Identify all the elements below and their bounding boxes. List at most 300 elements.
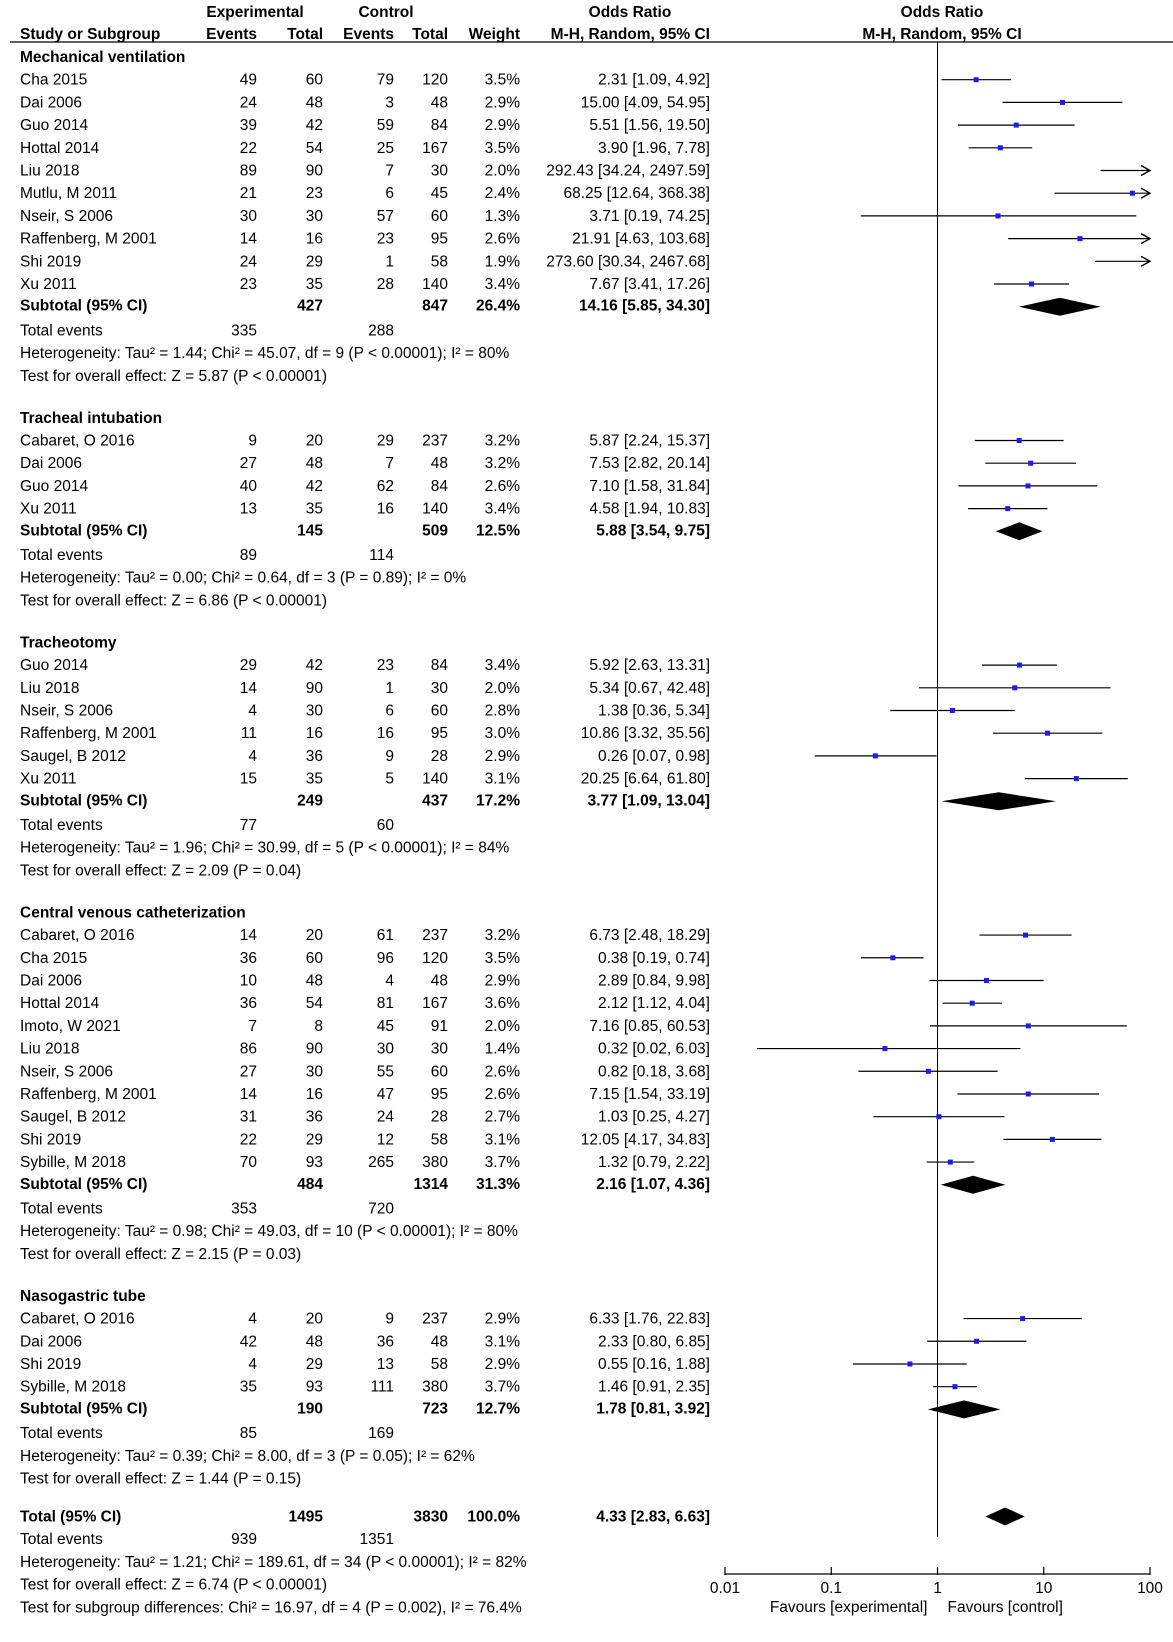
study-0-5-c-total: 45	[430, 185, 448, 203]
subtotal-0-weight: 26.4%	[476, 297, 520, 315]
study-3-5-ci-text: 0.32 [0.02, 6.03]	[597, 1040, 710, 1058]
study-0-0-c-events: 79	[376, 71, 394, 89]
study-3-3-point	[970, 1001, 975, 1006]
study-0-9-point	[1029, 282, 1034, 287]
study-3-7-point	[1026, 1091, 1031, 1096]
study-3-8-c-total: 28	[430, 1108, 448, 1126]
study-3-7-name: Raffenberg, M 2001	[20, 1085, 157, 1103]
study-0-7-c-total: 95	[430, 230, 448, 248]
study-0-5-e-events: 21	[239, 185, 257, 203]
study-2-1-c-total: 30	[430, 679, 448, 697]
study-4-2-point	[907, 1361, 912, 1366]
study-0-4-name: Liu 2018	[20, 162, 80, 180]
study-2-4-e-events: 4	[248, 747, 257, 765]
study-1-2-point	[1025, 483, 1030, 488]
study-2-2-e-events: 4	[248, 702, 257, 720]
study-4-2-c-events: 13	[376, 1355, 394, 1373]
study-3-4-c-events: 45	[376, 1017, 394, 1035]
subtotal-3-ci-text: 2.16 [1.07, 4.36]	[596, 1175, 710, 1193]
study-3-7-c-total: 95	[430, 1085, 448, 1103]
study-3-6-name: Nseir, S 2006	[20, 1063, 114, 1081]
study-3-9-e-total: 29	[305, 1131, 323, 1149]
header-method-plot: M-H, Random, 95% CI	[862, 26, 1022, 43]
header-c-events: Events	[343, 26, 394, 43]
study-0-6-name: Nseir, S 2006	[20, 207, 114, 225]
study-0-5-e-total: 23	[305, 185, 323, 203]
study-4-3-c-events: 111	[370, 1378, 394, 1396]
study-2-1-e-events: 14	[239, 679, 257, 697]
subtotal-3-c-total: 1314	[413, 1175, 448, 1193]
study-0-8-weight: 1.9%	[484, 253, 520, 271]
study-3-9-ci-text: 12.05 [4.17, 34.83]	[580, 1131, 710, 1149]
study-3-5-point	[882, 1046, 887, 1051]
study-2-1-point	[1012, 685, 1017, 690]
study-4-2-e-total: 29	[305, 1355, 323, 1373]
grand-total-events-e: 939	[231, 1531, 257, 1549]
study-3-2-weight: 2.9%	[484, 972, 520, 990]
study-1-1-c-total: 48	[430, 455, 448, 473]
study-4-3-e-events: 35	[239, 1378, 257, 1396]
study-1-0-name: Cabaret, O 2016	[20, 432, 135, 450]
study-2-4-c-events: 9	[385, 747, 394, 765]
study-4-3-c-total: 380	[422, 1378, 448, 1396]
study-2-2-point	[950, 708, 955, 713]
study-0-0-e-total: 60	[305, 71, 323, 89]
study-0-8-ci-text: 273.60 [30.34, 2467.68]	[546, 253, 710, 271]
total-events-1-c: 114	[369, 546, 394, 564]
study-4-3-ci-text: 1.46 [0.91, 2.35]	[597, 1378, 710, 1396]
study-1-2-ci-text: 7.10 [1.58, 31.84]	[589, 477, 710, 495]
study-3-5-e-total: 90	[305, 1040, 323, 1058]
study-2-0-c-total: 84	[430, 657, 448, 675]
study-0-6-point	[995, 213, 1000, 218]
study-0-4-ci-text: 292.43 [34.24, 2497.59]	[546, 162, 710, 180]
study-0-1-name: Dai 2006	[20, 94, 83, 112]
study-4-1-name: Dai 2006	[20, 1333, 83, 1351]
study-0-7-e-events: 14	[239, 230, 257, 248]
study-3-4-weight: 2.0%	[484, 1017, 520, 1035]
study-0-2-c-total: 84	[430, 117, 448, 135]
study-1-2-e-total: 42	[305, 477, 323, 495]
study-3-3-e-total: 54	[305, 995, 323, 1013]
study-3-2-c-events: 4	[385, 972, 394, 990]
study-0-5-name: Mutlu, M 2011	[20, 185, 118, 203]
total-ci-text: 4.33 [2.83, 6.63]	[596, 1508, 710, 1526]
study-0-3-name: Hottal 2014	[20, 139, 100, 157]
study-2-4-name: Saugel, B 2012	[20, 747, 127, 765]
study-3-5-c-total: 30	[430, 1040, 448, 1058]
study-3-6-ci-text: 0.82 [0.18, 3.68]	[597, 1063, 710, 1081]
study-0-1-ci-text: 15.00 [4.09, 54.95]	[580, 94, 710, 112]
study-3-7-c-events: 47	[376, 1085, 394, 1103]
total-events-0-c: 288	[368, 322, 394, 340]
study-0-6-e-total: 30	[305, 207, 323, 225]
total-events-0-label: Total events	[20, 322, 103, 340]
study-1-0-point	[1017, 438, 1022, 443]
study-3-8-c-events: 24	[376, 1108, 394, 1126]
study-2-0-ci-text: 5.92 [2.63, 13.31]	[589, 657, 710, 675]
study-3-3-name: Hottal 2014	[20, 995, 100, 1013]
study-3-8-ci-text: 1.03 [0.25, 4.27]	[597, 1108, 710, 1126]
subtotal-4-c-total: 723	[422, 1400, 448, 1418]
header-c-total: Total	[412, 26, 448, 43]
grand-total-events-label: Total events	[20, 1531, 103, 1549]
total-diamond	[986, 1507, 1025, 1525]
study-3-10-ci-text: 1.32 [0.79, 2.22]	[597, 1154, 710, 1172]
study-0-0-point	[974, 77, 979, 82]
study-4-2-name: Shi 2019	[20, 1355, 82, 1373]
study-3-5-e-events: 86	[239, 1040, 257, 1058]
study-3-1-e-total: 60	[305, 949, 323, 967]
study-0-2-weight: 2.9%	[484, 117, 520, 135]
study-3-8-name: Saugel, B 2012	[20, 1108, 127, 1126]
study-0-0-ci-text: 2.31 [1.09, 4.92]	[597, 71, 710, 89]
study-1-0-e-total: 20	[305, 432, 323, 450]
study-3-4-point	[1026, 1023, 1031, 1028]
study-1-0-c-events: 29	[376, 432, 394, 450]
study-0-9-c-total: 140	[422, 276, 448, 293]
heterogeneity-0: Heterogeneity: Tau² = 1.44; Chi² = 45.07, df = 9 (P < 0.00001); I² = 80%	[20, 345, 510, 363]
total-e-total: 1495	[288, 1508, 323, 1526]
total-events-3-c: 720	[368, 1200, 394, 1218]
subtotal-3-e-total: 484	[297, 1175, 323, 1193]
study-3-9-weight: 3.1%	[484, 1131, 520, 1149]
total-events-4-label: Total events	[20, 1425, 103, 1443]
study-3-10-name: Sybille, M 2018	[20, 1154, 126, 1172]
study-2-3-name: Raffenberg, M 2001	[20, 725, 157, 743]
study-3-4-e-events: 7	[248, 1017, 257, 1035]
study-1-1-e-events: 27	[239, 455, 257, 473]
study-0-8-c-events: 1	[385, 253, 394, 271]
favours-control: Favours [control]	[947, 1599, 1063, 1616]
study-2-5-ci-text: 20.25 [6.64, 61.80]	[580, 770, 710, 788]
subtotal-1-c-total: 509	[422, 522, 448, 540]
study-3-5-name: Liu 2018	[20, 1040, 80, 1058]
header-weight: Weight	[468, 26, 520, 43]
study-1-1-weight: 3.2%	[484, 455, 520, 473]
study-3-0-weight: 3.2%	[484, 927, 520, 945]
header-study: Study or Subgroup	[20, 26, 161, 43]
study-2-5-c-events: 5	[385, 770, 394, 788]
subtotal-4-ci-text: 1.78 [0.81, 3.92]	[596, 1400, 710, 1418]
study-3-2-ci-text: 2.89 [0.84, 9.98]	[597, 972, 710, 990]
study-2-1-c-events: 1	[385, 679, 394, 697]
study-2-1-e-total: 90	[305, 679, 323, 697]
study-1-2-name: Guo 2014	[20, 477, 89, 495]
study-2-2-c-total: 60	[430, 702, 448, 720]
study-1-3-ci-text: 4.58 [1.94, 10.83]	[589, 500, 710, 518]
study-2-0-e-total: 42	[305, 657, 323, 675]
header-odds-ratio: Odds Ratio	[588, 4, 672, 21]
study-4-0-ci-text: 6.33 [1.76, 22.83]	[589, 1310, 710, 1328]
subtotal-3-label: Subtotal (95% CI)	[20, 1175, 148, 1193]
study-3-0-e-events: 14	[239, 927, 257, 945]
overall-effect-1: Test for overall effect: Z = 6.86 (P < 0.00001)	[20, 592, 328, 610]
study-2-4-weight: 2.9%	[484, 747, 520, 765]
study-4-0-e-total: 20	[305, 1310, 323, 1328]
study-3-4-c-total: 91	[430, 1017, 448, 1035]
study-3-3-c-total: 167	[422, 995, 448, 1013]
study-3-4-name: Imoto, W 2021	[20, 1017, 121, 1035]
study-0-8-e-total: 29	[305, 253, 323, 271]
study-0-1-e-total: 48	[305, 94, 323, 112]
study-0-7-weight: 2.6%	[484, 230, 520, 248]
total-events-1-label: Total events	[20, 546, 103, 564]
study-2-0-weight: 3.4%	[484, 657, 520, 675]
study-0-6-weight: 1.3%	[484, 207, 520, 225]
study-1-0-weight: 3.2%	[484, 432, 520, 450]
study-2-5-weight: 3.1%	[484, 770, 520, 788]
study-0-8-name: Shi 2019	[20, 253, 82, 271]
study-0-3-e-events: 22	[239, 139, 257, 157]
subtotal-3-diamond	[941, 1176, 1006, 1194]
subgroup-1-title: Tracheal intubation	[20, 409, 163, 427]
subtotal-4-weight: 12.7%	[476, 1400, 520, 1418]
study-3-10-point	[948, 1160, 953, 1165]
study-4-2-c-total: 58	[430, 1355, 448, 1373]
total-events-0-e: 335	[231, 322, 257, 340]
study-2-5-e-total: 35	[305, 770, 323, 788]
study-3-4-e-total: 8	[314, 1017, 323, 1035]
total-c-total: 3830	[413, 1508, 448, 1526]
study-0-1-e-events: 24	[239, 94, 257, 112]
overall-effect-2: Test for overall effect: Z = 2.09 (P = 0.04)	[20, 862, 302, 880]
study-4-3-e-total: 93	[305, 1378, 323, 1396]
total-events-3-e: 353	[231, 1200, 257, 1218]
header-method: M-H, Random, 95% CI	[550, 26, 710, 43]
study-4-0-c-events: 9	[385, 1310, 394, 1328]
header-experimental: Experimental	[206, 4, 304, 21]
study-2-0-point	[1017, 663, 1022, 668]
study-0-2-name: Guo 2014	[20, 117, 89, 135]
x-tick-label-4: 100	[1137, 1580, 1163, 1597]
subgroup-4-title: Nasogastric tube	[20, 1287, 146, 1305]
study-1-0-c-total: 237	[422, 432, 448, 450]
study-1-0-e-events: 9	[248, 432, 257, 450]
study-0-4-e-events: 89	[239, 162, 257, 180]
favours-experimental: Favours [experimental]	[769, 1599, 928, 1616]
study-3-8-point	[936, 1114, 941, 1119]
study-0-9-ci-text: 7.67 [3.41, 17.26]	[589, 276, 710, 293]
study-0-1-c-events: 3	[385, 94, 394, 112]
total-events-3-label: Total events	[20, 1200, 103, 1218]
subtotal-0-diamond	[1019, 298, 1101, 316]
study-3-7-e-total: 16	[305, 1085, 323, 1103]
x-tick-label-2: 1	[933, 1580, 942, 1597]
study-3-10-e-events: 70	[239, 1154, 257, 1172]
study-4-1-e-events: 42	[239, 1333, 257, 1351]
x-tick-label-3: 10	[1035, 1580, 1053, 1597]
study-2-0-c-events: 23	[376, 657, 394, 675]
study-0-0-e-events: 49	[239, 71, 257, 89]
study-3-1-point	[890, 955, 895, 960]
study-0-7-ci-text: 21.91 [4.63, 103.68]	[572, 230, 710, 248]
study-3-7-weight: 2.6%	[484, 1085, 520, 1103]
study-1-3-point	[1005, 506, 1010, 511]
study-1-3-e-total: 35	[305, 500, 323, 518]
study-4-3-weight: 3.7%	[484, 1378, 520, 1396]
study-3-0-c-total: 237	[422, 927, 448, 945]
study-3-5-weight: 1.4%	[484, 1040, 520, 1058]
study-2-1-name: Liu 2018	[20, 679, 80, 697]
study-3-5-c-events: 30	[376, 1040, 394, 1058]
total-events-4-e: 85	[239, 1425, 257, 1443]
study-0-5-point	[1130, 191, 1135, 196]
study-4-0-c-total: 237	[422, 1310, 448, 1328]
study-1-1-e-total: 48	[305, 455, 323, 473]
study-3-8-e-total: 36	[305, 1108, 323, 1126]
study-2-2-e-total: 30	[305, 702, 323, 720]
subgroup-differences: Test for subgroup differences: Chi² = 16.97, df = 4 (P = 0.002), I² = 76.4%	[20, 1599, 522, 1617]
study-3-1-weight: 3.5%	[484, 949, 520, 967]
study-3-3-c-events: 81	[376, 995, 394, 1013]
study-2-3-e-total: 16	[305, 725, 323, 743]
subtotal-1-ci-text: 5.88 [3.54, 9.75]	[596, 522, 710, 540]
subtotal-2-diamond	[941, 792, 1056, 810]
x-tick-label-1: 0.1	[820, 1580, 843, 1597]
study-2-3-point	[1045, 731, 1050, 736]
study-0-3-c-total: 167	[422, 139, 448, 157]
study-1-1-ci-text: 7.53 [2.82, 20.14]	[589, 455, 710, 473]
study-3-2-e-events: 10	[239, 972, 257, 990]
study-0-7-name: Raffenberg, M 2001	[20, 230, 157, 248]
study-1-1-point	[1028, 461, 1033, 466]
study-0-5-ci-text: 68.25 [12.64, 368.38]	[563, 185, 710, 203]
total-label: Total (95% CI)	[20, 1508, 122, 1526]
study-3-8-e-events: 31	[239, 1108, 257, 1126]
study-3-6-c-total: 60	[430, 1063, 448, 1081]
study-3-1-e-events: 36	[239, 949, 257, 967]
study-3-1-name: Cha 2015	[20, 949, 88, 967]
study-0-3-c-events: 25	[376, 139, 394, 157]
study-2-2-ci-text: 1.38 [0.36, 5.34]	[597, 702, 710, 720]
study-4-2-weight: 2.9%	[484, 1355, 520, 1373]
study-0-4-e-total: 90	[305, 162, 323, 180]
study-2-1-ci-text: 5.34 [0.67, 42.48]	[589, 679, 710, 697]
overall-effect-4: Test for overall effect: Z = 1.44 (P = 0.15)	[20, 1470, 302, 1488]
study-1-1-name: Dai 2006	[20, 455, 83, 473]
study-3-8-weight: 2.7%	[484, 1108, 520, 1126]
header-odds-ratio-plot: Odds Ratio	[900, 4, 984, 21]
study-0-0-c-total: 120	[422, 71, 448, 89]
study-4-0-e-events: 4	[248, 1310, 257, 1328]
study-3-10-weight: 3.7%	[484, 1154, 520, 1172]
study-4-1-weight: 3.1%	[484, 1333, 520, 1351]
study-3-4-ci-text: 7.16 [0.85, 60.53]	[589, 1017, 710, 1035]
study-0-0-name: Cha 2015	[20, 71, 88, 89]
study-0-8-e-events: 24	[239, 253, 257, 271]
grand-overall-effect: Test for overall effect: Z = 6.74 (P < 0.00001)	[20, 1576, 328, 1594]
study-2-3-ci-text: 10.86 [3.32, 35.56]	[580, 725, 710, 743]
study-2-4-c-total: 28	[430, 747, 448, 765]
study-3-2-name: Dai 2006	[20, 972, 83, 990]
study-1-3-name: Xu 2011	[20, 500, 77, 518]
subtotal-2-ci-text: 3.77 [1.09, 13.04]	[587, 792, 710, 810]
study-1-2-weight: 2.6%	[484, 477, 520, 495]
study-4-1-point	[974, 1339, 979, 1344]
study-0-8-c-total: 58	[430, 253, 448, 271]
study-3-3-weight: 3.6%	[484, 995, 520, 1013]
study-2-4-e-total: 36	[305, 747, 323, 765]
study-3-6-e-events: 27	[239, 1063, 257, 1081]
study-2-2-c-events: 6	[385, 702, 394, 720]
subtotal-0-e-total: 427	[297, 297, 323, 315]
total-events-1-e: 89	[239, 546, 257, 564]
study-4-2-e-events: 4	[248, 1355, 257, 1373]
study-3-2-e-total: 48	[305, 972, 323, 990]
study-2-4-ci-text: 0.26 [0.07, 0.98]	[597, 747, 710, 765]
study-2-3-c-events: 16	[376, 725, 394, 743]
study-3-10-c-events: 265	[368, 1154, 394, 1172]
study-1-2-e-events: 40	[239, 477, 257, 495]
study-0-7-c-events: 23	[376, 230, 394, 248]
study-0-1-point	[1060, 100, 1065, 105]
study-0-0-weight: 3.5%	[484, 71, 520, 89]
study-0-2-ci-text: 5.51 [1.56, 19.50]	[589, 117, 710, 135]
study-2-2-name: Nseir, S 2006	[20, 702, 114, 720]
subtotal-2-e-total: 249	[297, 792, 323, 810]
study-4-3-point	[952, 1384, 957, 1389]
study-0-5-c-events: 6	[385, 185, 394, 203]
study-3-10-e-total: 93	[305, 1154, 323, 1172]
study-2-4-point	[873, 753, 878, 758]
study-0-1-c-total: 48	[430, 94, 448, 112]
subgroup-2-title: Tracheotomy	[20, 634, 117, 652]
study-0-6-c-total: 60	[430, 207, 448, 225]
study-3-0-name: Cabaret, O 2016	[20, 927, 135, 945]
study-3-7-e-events: 14	[239, 1085, 257, 1103]
study-2-3-weight: 3.0%	[484, 725, 520, 743]
study-0-4-weight: 2.0%	[484, 162, 520, 180]
study-0-2-e-total: 42	[305, 117, 323, 135]
study-3-1-c-total: 120	[422, 949, 448, 967]
subtotal-1-label: Subtotal (95% CI)	[20, 522, 148, 540]
study-3-0-point	[1023, 933, 1028, 938]
total-weight: 100.0%	[467, 1508, 520, 1526]
header-e-events: Events	[206, 26, 257, 43]
total-events-2-c: 60	[376, 816, 394, 834]
study-3-2-c-total: 48	[430, 972, 448, 990]
study-2-5-e-events: 15	[239, 770, 257, 788]
study-4-1-e-total: 48	[305, 1333, 323, 1351]
subtotal-2-weight: 17.2%	[476, 792, 520, 810]
study-4-0-point	[1020, 1316, 1025, 1321]
total-events-2-label: Total events	[20, 816, 103, 834]
heterogeneity-2: Heterogeneity: Tau² = 1.96; Chi² = 30.99, df = 5 (P < 0.00001); I² = 84%	[20, 839, 510, 857]
study-3-9-e-events: 22	[239, 1131, 257, 1149]
subtotal-0-c-total: 847	[422, 297, 448, 315]
study-3-9-point	[1050, 1137, 1055, 1142]
study-4-2-ci-text: 0.55 [0.16, 1.88]	[597, 1355, 710, 1373]
heterogeneity-1: Heterogeneity: Tau² = 0.00; Chi² = 0.64, df = 3 (P = 0.89); I² = 0%	[20, 569, 467, 587]
study-3-7-ci-text: 7.15 [1.54, 33.19]	[589, 1085, 710, 1103]
study-0-9-c-events: 28	[376, 276, 394, 293]
study-0-2-e-events: 39	[239, 117, 257, 135]
study-2-5-name: Xu 2011	[20, 770, 77, 788]
study-3-6-c-events: 55	[376, 1063, 394, 1081]
study-2-2-weight: 2.8%	[484, 702, 520, 720]
grand-total-events-c: 1351	[359, 1531, 394, 1549]
subtotal-4-diamond	[928, 1400, 1001, 1418]
subgroup-3-title: Central venous catheterization	[20, 904, 246, 922]
subtotal-1-e-total: 145	[297, 522, 323, 540]
study-4-1-c-total: 48	[430, 1333, 448, 1351]
x-tick-label-0: 0.01	[709, 1580, 741, 1597]
study-1-3-c-total: 140	[422, 500, 448, 518]
subtotal-4-label: Subtotal (95% CI)	[20, 1400, 148, 1418]
study-3-0-c-events: 61	[376, 927, 394, 945]
study-0-3-point	[998, 145, 1003, 150]
